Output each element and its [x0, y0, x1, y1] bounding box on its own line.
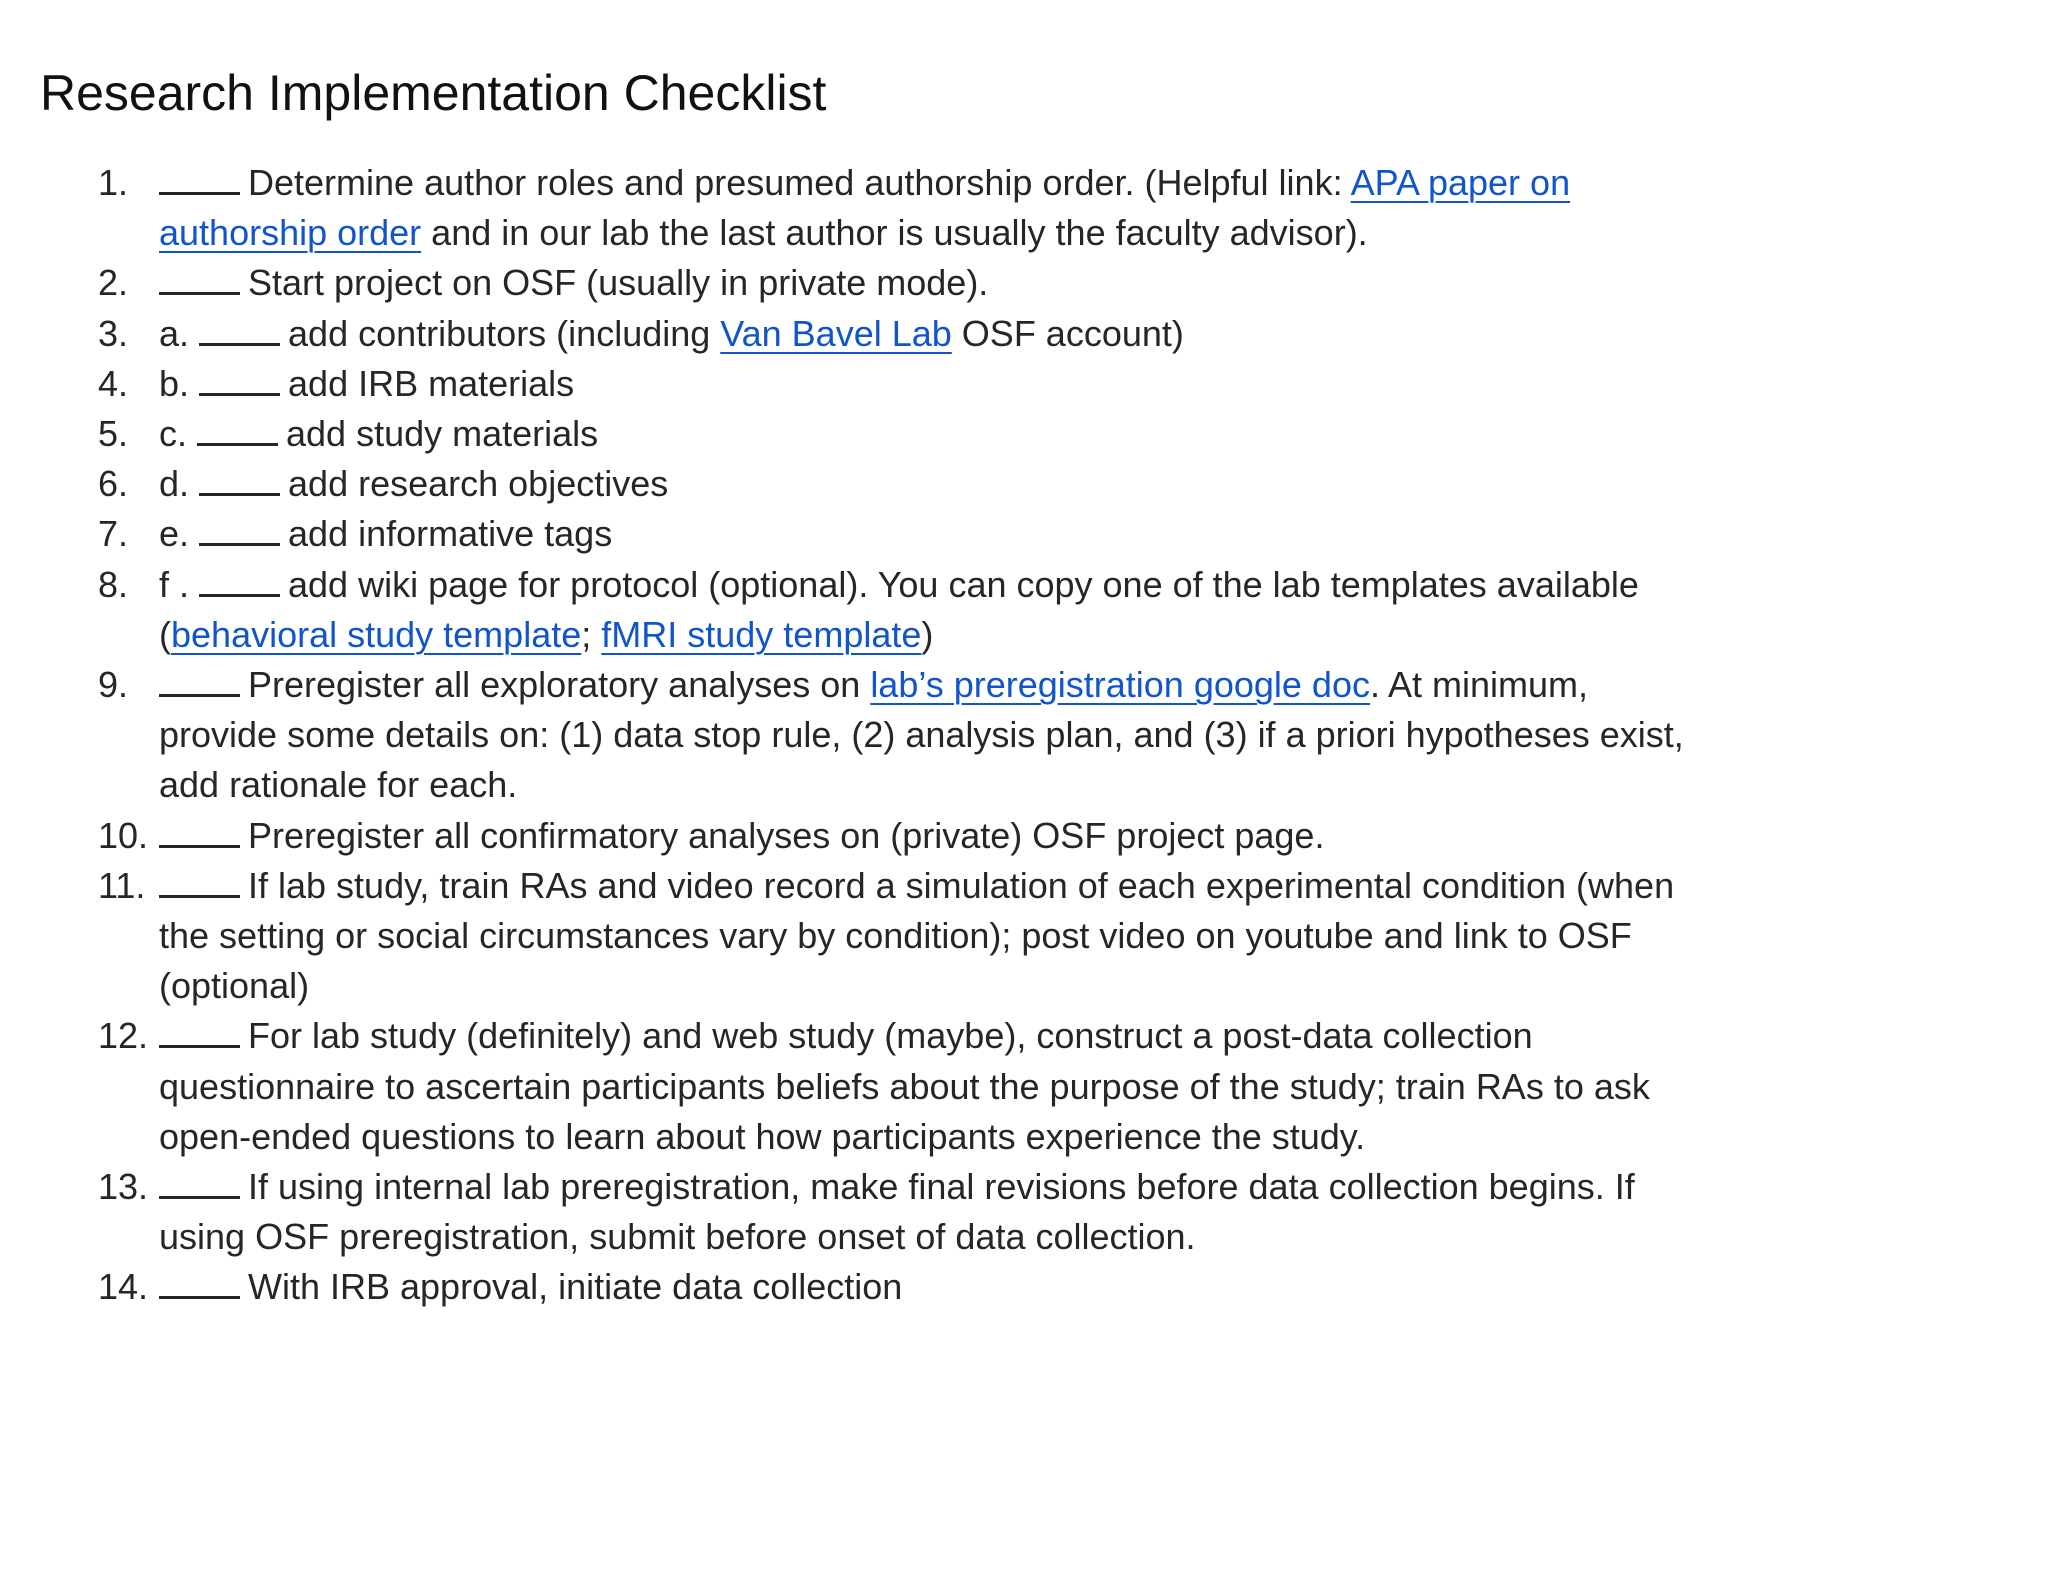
checkbox-blank[interactable] — [197, 409, 278, 446]
item-number: 11. — [98, 864, 146, 906]
checkbox-blank[interactable] — [159, 158, 240, 195]
item-number: 7. — [98, 513, 129, 555]
item-text: If lab study, train RAs and video record a simulation of each experimental condition (when the setting or social circumstances vary by condition); post video on youtube and link to OSF (optional) — [159, 864, 1675, 1007]
sub-letter: f . — [159, 563, 190, 605]
item-number: 4. — [98, 362, 129, 404]
preregistration-doc-link[interactable]: lab’s preregistration google doc — [870, 664, 1370, 706]
item-number: 3. — [98, 312, 129, 354]
checklist — [0, 158, 1700, 1313]
list-item — [0, 1011, 1700, 1162]
list-item — [0, 1162, 1700, 1262]
item-text: Start project on OSF (usually in private mode). — [248, 262, 989, 304]
item-text: ; — [581, 613, 602, 655]
item-number: 6. — [98, 463, 129, 505]
van-bavel-lab-link[interactable]: Van Bavel Lab — [720, 312, 952, 354]
fmri-template-link[interactable]: fMRI study template — [601, 613, 922, 655]
item-number: 5. — [98, 413, 129, 455]
sub-letter: e. — [159, 513, 190, 555]
list-item — [0, 1262, 1700, 1312]
sub-letter: d. — [159, 463, 190, 505]
page-title: Research Implementation Checklist — [40, 65, 827, 121]
list-item — [0, 158, 1700, 258]
list-item — [0, 359, 1700, 409]
list-item — [0, 861, 1700, 1012]
item-text: add research objectives — [288, 463, 669, 505]
item-text: add IRB materials — [288, 362, 575, 404]
item-number: 10. — [98, 814, 149, 856]
item-text: . At minimum, provide some details on: (1) data stop rule, (2) analysis plan, and (3) if a priori hypotheses exist, add rationale for each. — [159, 664, 1684, 806]
checkbox-blank[interactable] — [159, 861, 240, 898]
item-text: For lab study (definitely) and web study (maybe), construct a post-data collection questionnaire to ascertain participants beliefs about the purpose of the study; train RAs to ask open-ended questions to learn about how participants experience the study. — [159, 1015, 1650, 1157]
list-item — [0, 811, 1700, 861]
item-text: add informative tags — [288, 513, 613, 555]
item-number: 1. — [98, 162, 129, 203]
item-text: and in our lab the last author is usually the faculty advisor). — [421, 212, 1368, 254]
item-text: add wiki page for protocol (optional). You can copy one of the lab templates available ( — [159, 563, 1639, 655]
item-text: With IRB approval, initiate data collection — [248, 1266, 903, 1308]
item-text: If using internal lab preregistration, make final revisions before data collection begins. If using OSF preregistration, submit before onset of data collection. — [159, 1166, 1635, 1258]
checkbox-blank[interactable] — [159, 1262, 240, 1299]
item-text: Determine author roles and presumed authorship order. (Helpful link: — [248, 162, 1351, 203]
checkbox-blank[interactable] — [199, 509, 280, 546]
item-text: add study materials — [286, 413, 599, 455]
list-item — [0, 258, 1700, 308]
item-text: Preregister all confirmatory analyses on (private) OSF project page. — [248, 814, 1325, 856]
list-item — [0, 409, 1700, 459]
apa-authorship-link[interactable]: APA paper on authorship order — [159, 162, 1571, 254]
list-item — [0, 309, 1700, 359]
item-text: Preregister all exploratory analyses on — [248, 664, 871, 706]
item-number: 9. — [98, 664, 129, 706]
item-number: 13. — [98, 1166, 149, 1208]
item-number: 8. — [98, 563, 129, 605]
checkbox-blank[interactable] — [199, 459, 280, 496]
checkbox-blank[interactable] — [159, 258, 240, 295]
checkbox-blank[interactable] — [159, 811, 240, 848]
checkbox-blank[interactable] — [159, 1162, 240, 1199]
item-text: OSF account) — [951, 312, 1184, 354]
checkbox-blank[interactable] — [199, 359, 280, 396]
list-item — [0, 560, 1700, 660]
item-number: 2. — [98, 262, 129, 304]
checkbox-blank[interactable] — [199, 560, 280, 597]
checkbox-blank[interactable] — [159, 660, 240, 697]
sub-letter: a. — [159, 312, 190, 354]
list-item — [0, 660, 1700, 811]
item-number: 14. — [98, 1266, 149, 1308]
list-item — [0, 509, 1700, 559]
sub-letter: b. — [159, 362, 190, 404]
item-text: add contributors (including — [288, 312, 721, 354]
behavioral-template-link[interactable]: behavioral study template — [171, 613, 582, 655]
item-text: ) — [921, 613, 934, 655]
sub-letter: c. — [159, 413, 188, 455]
checkbox-blank[interactable] — [159, 1011, 240, 1048]
list-item — [0, 459, 1700, 509]
item-number: 12. — [98, 1015, 149, 1057]
checkbox-blank[interactable] — [199, 309, 280, 346]
